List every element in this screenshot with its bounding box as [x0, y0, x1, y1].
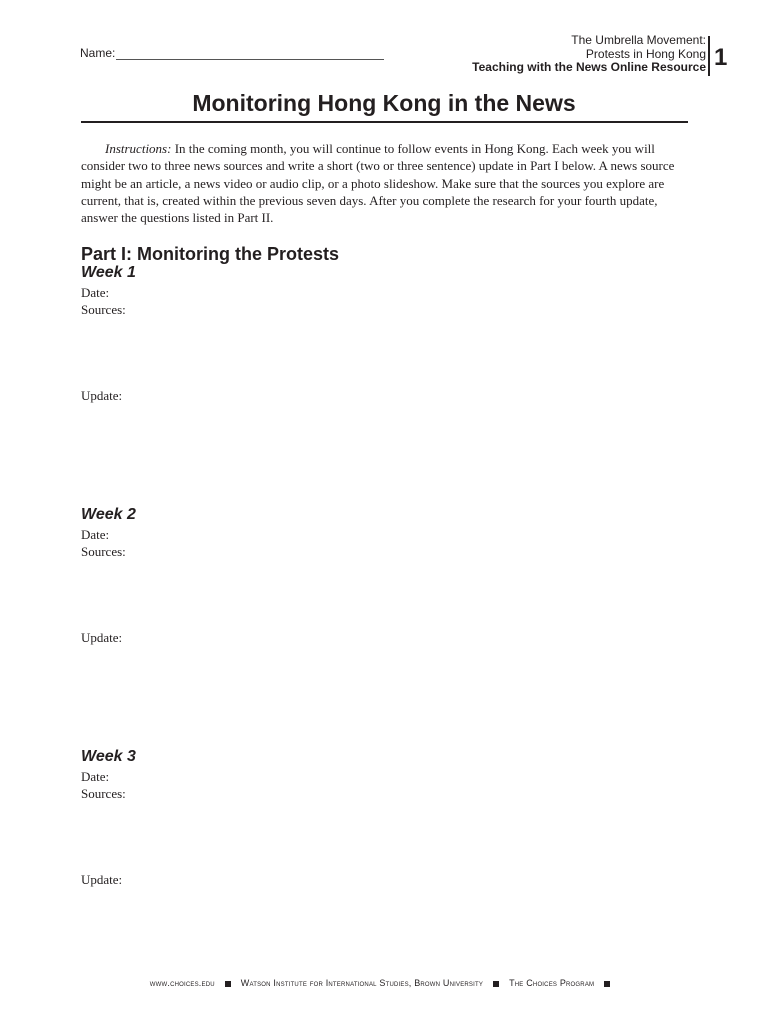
footer-website[interactable]: www.choices.edu [149, 978, 215, 988]
header-divider [708, 36, 710, 76]
unit-header [472, 34, 706, 75]
page-title: Monitoring Hong Kong in the News [192, 90, 576, 116]
square-bullet-icon [604, 981, 610, 987]
week-1-sources-label: Sources: [81, 302, 126, 317]
week-1-update-label: Update: [81, 388, 123, 403]
week-3-update-label: Update: [81, 872, 123, 887]
week-2-date-label: Date: [81, 527, 110, 542]
week-1-date-label: Date: [81, 285, 110, 300]
footer-institute: Watson Institute for International Studies, Brown University [240, 978, 484, 988]
name-row [80, 46, 384, 60]
week-1-title: Week 1 [81, 264, 136, 281]
week-2-title: Week 2 [81, 506, 136, 523]
footer-program: The Choices Program [509, 978, 595, 988]
square-bullet-icon [225, 981, 231, 987]
unit-title-line2: Protests in Hong Kong [585, 46, 706, 61]
name-label: Name: [80, 46, 116, 60]
week-3-title: Week 3 [81, 748, 136, 765]
instructions-body: In the coming month, you will continue to follow events in Hong Kong. Each week you will consider two to three news sources and write a short (two or three sentence) update in Part I below. A news source might be an article, a news video or audio clip, or a photo slideshow. Make sure that the sources you explore are current, that is, created within the previous seven days. After you complete the research for your fourth update, answer the questions listed in Part II. [81, 141, 675, 226]
square-bullet-icon [493, 981, 499, 987]
instructions-lead: Instructions: [105, 141, 172, 156]
name-line[interactable] [116, 47, 384, 60]
title-rule [81, 121, 688, 123]
series-title: Teaching with the News Online Resource [472, 60, 706, 74]
instructions [81, 140, 688, 226]
week-3-date-label: Date: [81, 769, 110, 784]
part-heading: Part I: Monitoring the Protests [81, 244, 340, 264]
week-2-sources-label: Sources: [81, 544, 126, 559]
footer [0, 978, 770, 988]
page-number: 1 [714, 44, 728, 71]
unit-title-line1: The Umbrella Movement: [571, 33, 706, 47]
week-3-sources-label: Sources: [81, 786, 126, 801]
week-2-update-label: Update: [81, 630, 123, 645]
